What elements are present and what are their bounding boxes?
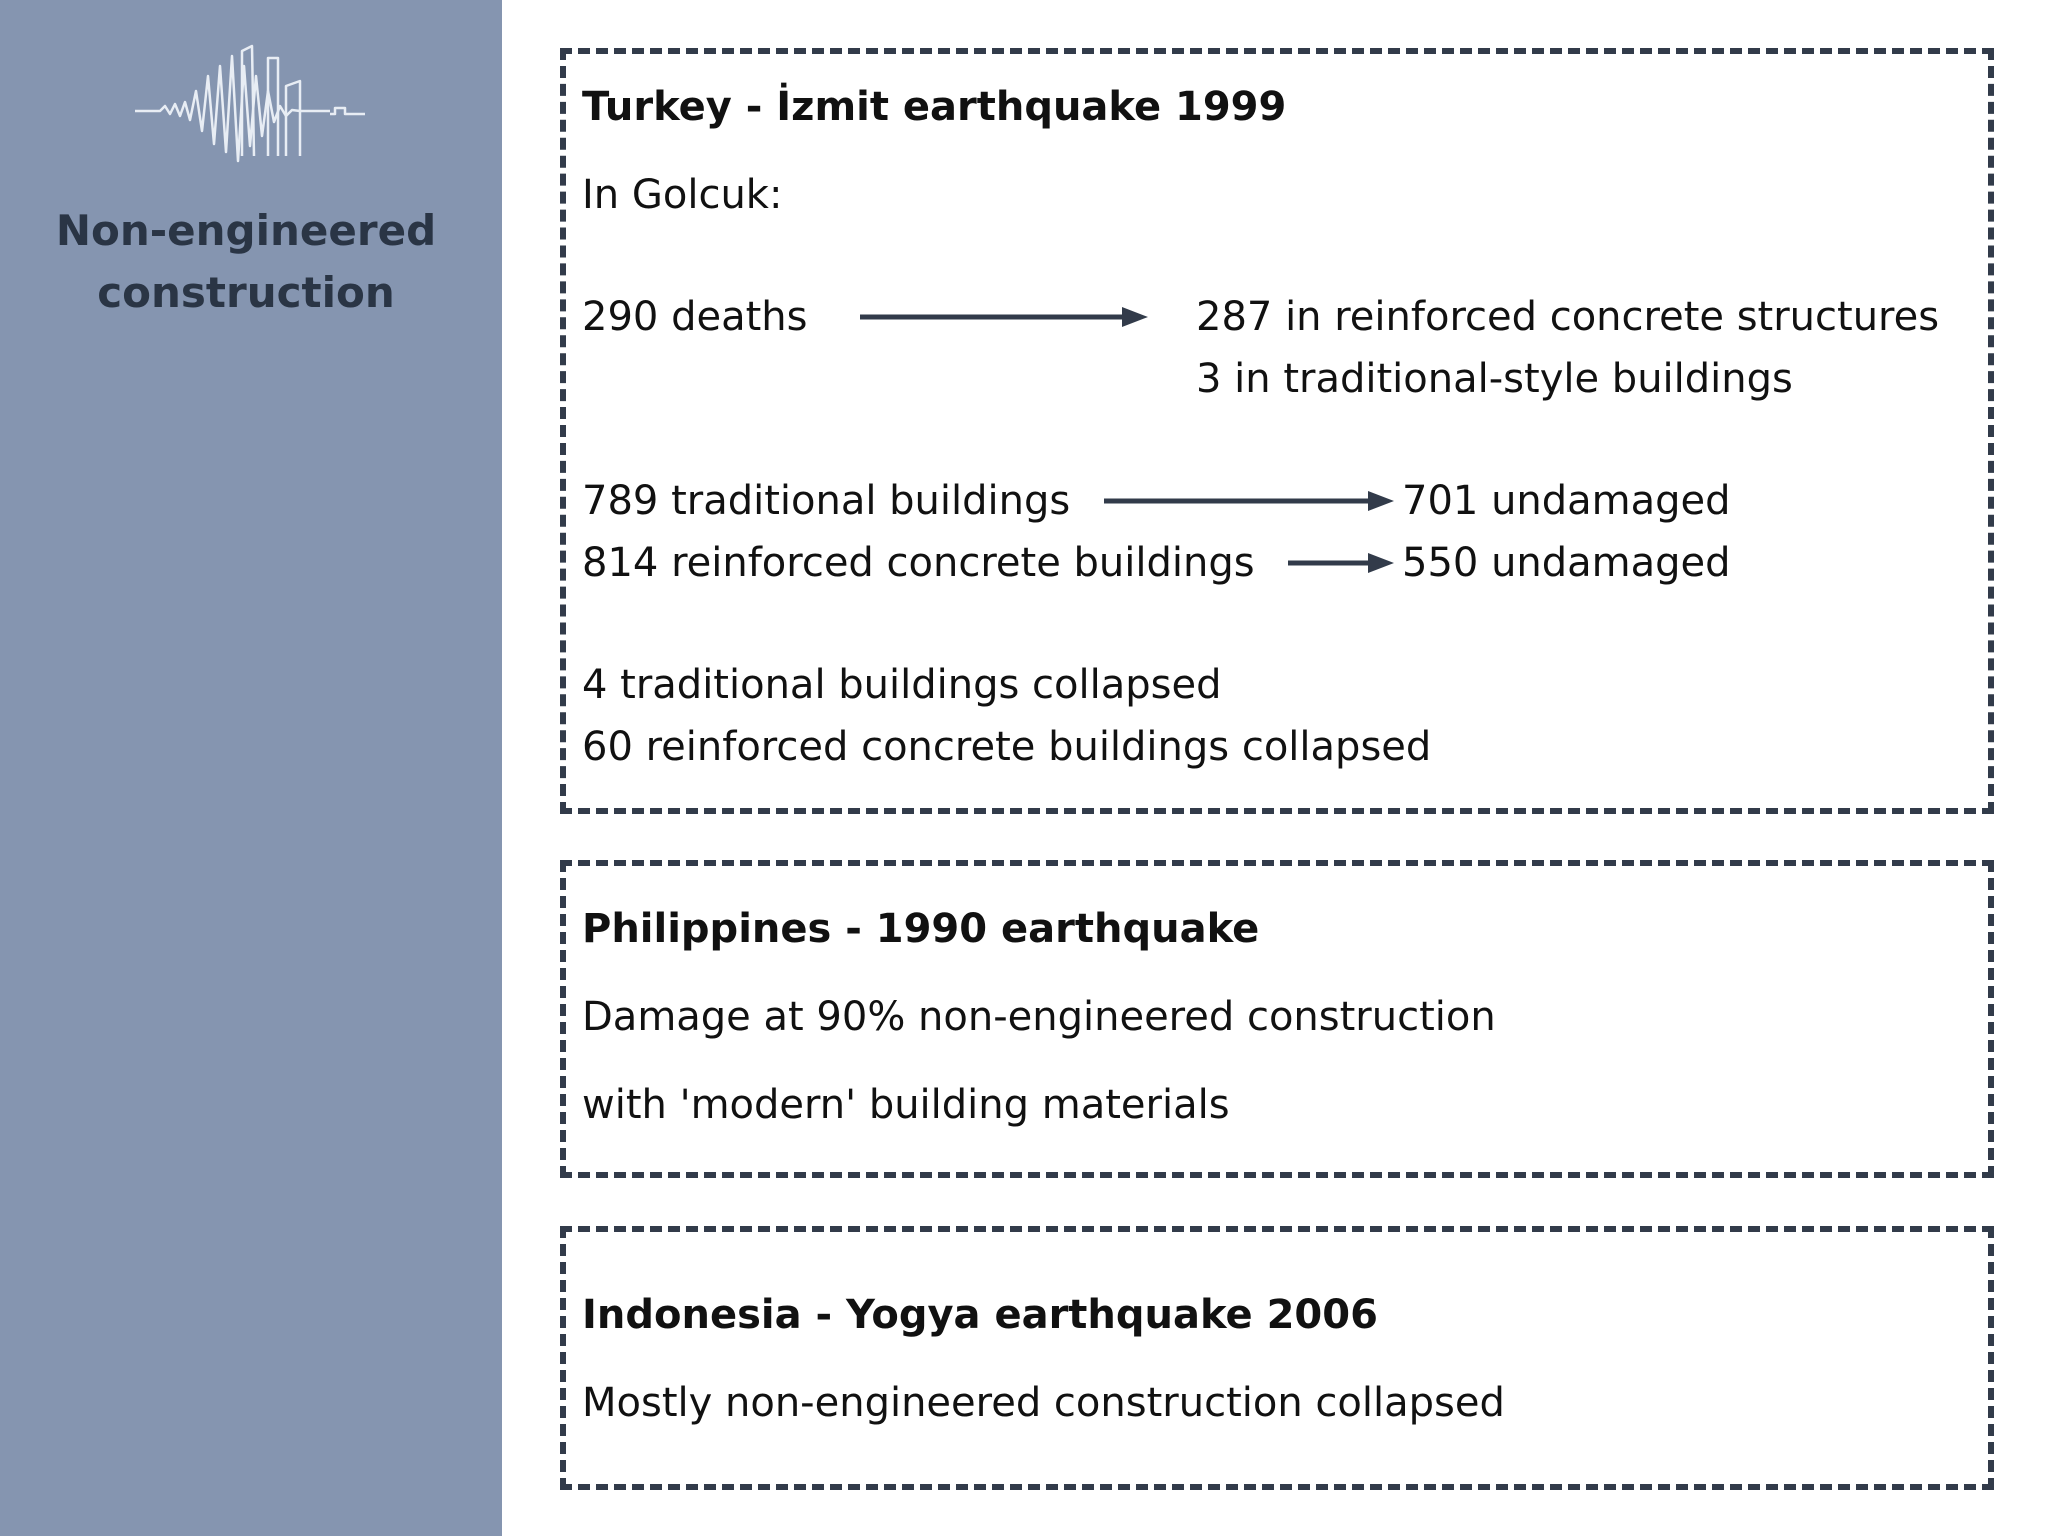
seismograph-buildings-icon — [130, 36, 370, 186]
turkey-box — [560, 48, 1994, 814]
sidebar — [0, 0, 502, 1536]
deaths-rc: 287 in reinforced concrete structures — [1196, 294, 1940, 340]
indonesia-heading: Indonesia - Yogya earthquake 2006 — [582, 1292, 1378, 1338]
rc-buildings: 814 reinforced concrete buildings — [582, 540, 1255, 586]
philippines-line1: Damage at 90% non-engineered construction — [582, 994, 1496, 1040]
indonesia-box — [560, 1226, 1994, 1490]
traditional-undamaged: 701 undamaged — [1402, 478, 1731, 524]
traditional-collapsed: 4 traditional buildings collapsed — [582, 662, 1222, 708]
philippines-box — [560, 860, 1994, 1178]
sidebar-title — [0, 200, 492, 324]
traditional-buildings: 789 traditional buildings — [582, 478, 1071, 524]
traditional-arrow-icon — [1104, 488, 1396, 514]
deaths-total: 290 deaths — [582, 294, 808, 340]
rc-undamaged: 550 undamaged — [1402, 540, 1731, 586]
philippines-line2: with 'modern' building materials — [582, 1082, 1230, 1128]
rc-collapsed: 60 reinforced concrete buildings collapsed — [582, 724, 1432, 770]
deaths-traditional: 3 in traditional-style buildings — [1196, 356, 1793, 402]
sidebar-title-line1: Non-engineered — [55, 206, 437, 255]
sidebar-title-line2: construction — [97, 268, 395, 317]
turkey-location: In Golcuk: — [582, 172, 783, 218]
indonesia-line1: Mostly non-engineered construction collapsed — [582, 1380, 1505, 1426]
rc-arrow-icon — [1288, 550, 1396, 576]
turkey-heading: Turkey - İzmit earthquake 1999 — [582, 84, 1287, 130]
philippines-heading: Philippines - 1990 earthquake — [582, 906, 1260, 952]
deaths-arrow-icon — [860, 304, 1150, 330]
